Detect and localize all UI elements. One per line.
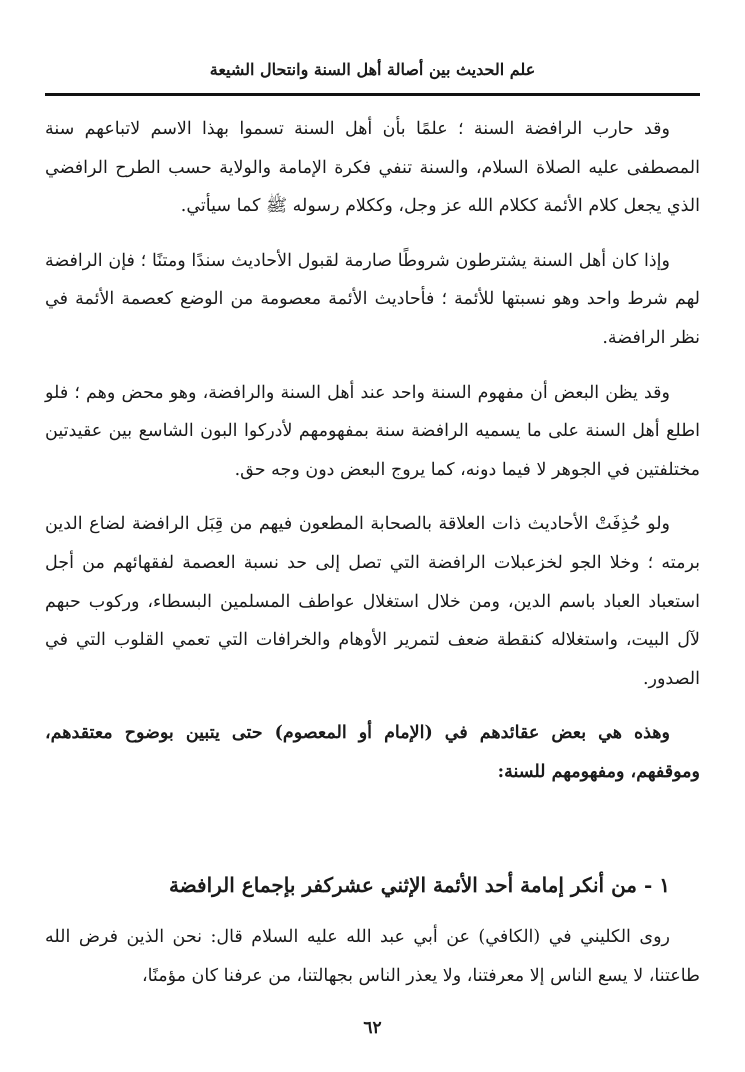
paragraph-kulayni-narration: روى الكليني في (الكافي) عن أبي عبد الله عليه السلام قال: نحن الذين فرض الله طاعتنا، لا يسع الناس إلا معرفتنا، ولا يعذر الناس بجهالتنا، من عرفنا كان مؤمنًا، (45, 927, 700, 986)
paragraph-rafida-fought-sunna: وقد حارب الرافضة السنة ؛ علمًا بأن أهل السنة تسموا بهذا الاسم لاتباعهم سنة المصطفى عليه الصلاة السلام، والسنة تنفي فكرة الإمامة والولاية حسب الطرح الرافضي الذي يجعل كلام الأئمة ككلام الله عز وجل، وككلام رسوله ﷺ كما سيأتي. (45, 119, 700, 217)
paragraph-hadith-conditions: وإذا كان أهل السنة يشترطون شروطًا صارمة لقبول الأحاديث سندًا ومتنًا ؛ فإن الرافضة لهم شرط واحد وهو نسبتها للأئمة ؛ فأحاديث الأئمة معصومة من الوضع كعصمة الأئمة في نظر الرافضة. (45, 250, 700, 348)
running-head: علم الحديث بين أصالة أهل السنة وانتحال الشيعة (209, 60, 536, 79)
paragraph-beliefs-intro: وهذه هي بعض عقائدهم في (الإمام أو المعصوم) حتى يتبين بوضوح معتقدهم، وموقفهم، ومفهومهم للسنة: (45, 723, 700, 782)
tail-text (45, 918, 700, 995)
paragraph-deleted-hadiths: ولو حُذِفَتْ الأحاديث ذات العلاقة بالصحابة المطعون فيهم من قِبَل الرافضة لضاع الدين برمته ؛ وخلا الجو لخزعبلات الرافضة التي تصل إلى حد نسبة العصمة لفقهائهم من أجل استعباد العباد باسم الدين، ومن خلال استغلال عواطف المسلمين البسطاء، وركوب حبهم لآل البيت، واستغلاله كنقطة ضعف لتمرير الأوهام والخرافات التي تعمي القلوب التي في الصدور. (45, 514, 700, 689)
page-number: ٦٢ (363, 1018, 382, 1038)
header-rule (45, 93, 700, 96)
section-heading: ١ - من أنكر إمامة أحد الأئمة الإثني عشركفر بإجماع الرافضة (168, 873, 670, 897)
body-text (45, 110, 700, 792)
paragraph-concept-of-sunna: وقد يظن البعض أن مفهوم السنة واحد عند أهل السنة والرافضة، وهو محض وهم ؛ فلو اطلع أهل السنة على ما يسميه الرافضة سنة بمفهومهم لأدركوا البون الشاسع بين عقيدتين مختلفتين في الجوهر لا فيما دونه، كما يروج البعض دون وجه حق. (45, 382, 700, 480)
